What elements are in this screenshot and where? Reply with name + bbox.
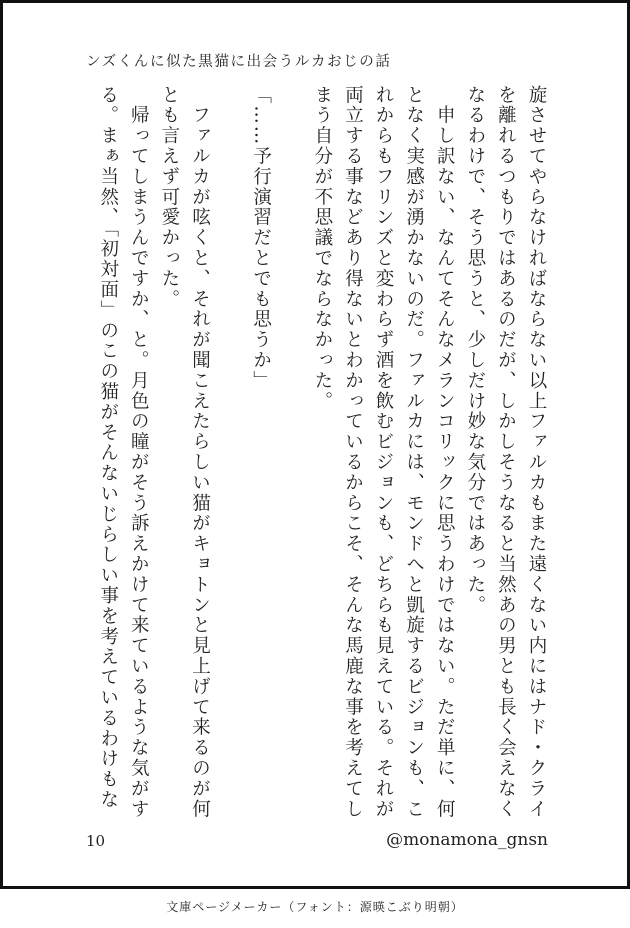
paragraph: 申し訳ない、なんてそんなメランコリックに思うわけではない。ただ単に、何となく実感が湧かないのだ。ファルカには、モンドへと凱旋するビジョンも、これからもフリンズと変わらず酒を飲むビジョンも、どちらも見えている。それが両立する事などあり得ないとわかっているからこそ、そんな馬鹿な事を考えてしまう自分が不思議でならなかった。 <box>311 85 456 820</box>
paragraph <box>214 85 245 825</box>
paragraph: 「……予行演習だとでも思うか」 <box>250 85 272 391</box>
running-head: ンズくんに似た黒猫に出会うルカおじの話 <box>86 54 392 70</box>
credit-handle: @monamona_gnsn <box>386 830 548 850</box>
footer-caption: 文庫ページメーカー（フォント：源暎こぶり明朝） <box>166 900 464 914</box>
paragraph <box>276 85 307 825</box>
paragraph: 帰ってしまうんですか、と。月色の瞳がそう訴えかけて来ているような気がする。まぁ当然、「初対面」のこの猫がそんないじらしい事を考えているわけもな <box>97 85 150 820</box>
paragraph: ファルカが呟くと、それが聞こえたらしい猫がキョトンと見上げて来るのが何とも言えず可愛かった。 <box>158 85 211 820</box>
body-text <box>92 85 551 825</box>
paragraph: 旋させてやらなければならない以上ファルカもまた遠くない内にはナド・クライを離れるつもりではあるのだが、しかしそうなると当然あの男とも長く会えなくなるわけで、そう思うと、少しだけ妙な気分ではあった。 <box>464 85 547 820</box>
page-number: 10 <box>86 832 106 850</box>
